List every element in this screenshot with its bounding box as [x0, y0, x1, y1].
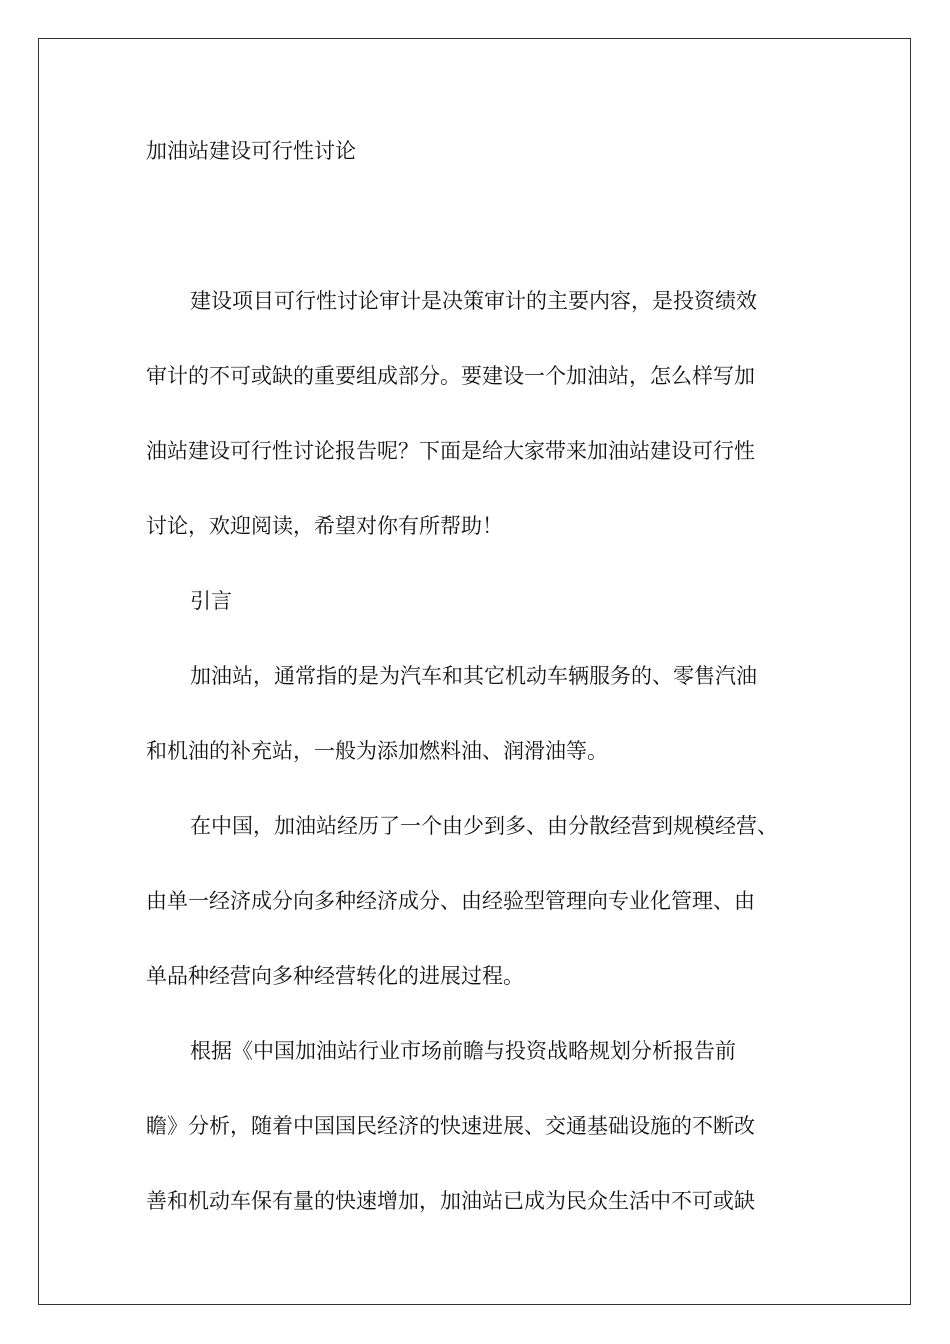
paragraph-line: 油站建设可行性讨论报告呢？下面是给大家带来加油站建设可行性: [146, 439, 755, 463]
section-heading: 引言: [190, 589, 232, 613]
paragraph-line: 和机油的补充站，一般为添加燃料油、润滑油等。: [146, 739, 608, 763]
paragraph-line: 由单一经济成分向多种经济成分、由经验型管理向专业化管理、由: [146, 889, 755, 913]
paragraph-line: 审计的不可或缺的重要组成部分。要建设一个加油站，怎么样写加: [146, 364, 755, 388]
paragraph-line: 讨论，欢迎阅读，希望对你有所帮助！: [146, 514, 503, 538]
paragraph-line: 建设项目可行性讨论审计是决策审计的主要内容，是投资绩效: [190, 289, 757, 313]
document-title: 加油站建设可行性讨论: [146, 139, 356, 163]
paragraph-line: 根据《中国加油站行业市场前瞻与投资战略规划分析报告前: [190, 1039, 736, 1063]
paragraph-line: 在中国，加油站经历了一个由少到多、由分散经营到规模经营、: [190, 814, 778, 838]
paragraph-line: 善和机动车保有量的快速增加，加油站已成为民众生活中不可或缺: [146, 1189, 755, 1213]
paragraph-line: 加油站，通常指的是为汽车和其它机动车辆服务的、零售汽油: [190, 664, 757, 688]
paragraph-line: 单品种经营向多种经营转化的进展过程。: [146, 964, 524, 988]
paragraph-line: 瞻》分析，随着中国国民经济的快速进展、交通基础设施的不断改: [146, 1114, 755, 1138]
